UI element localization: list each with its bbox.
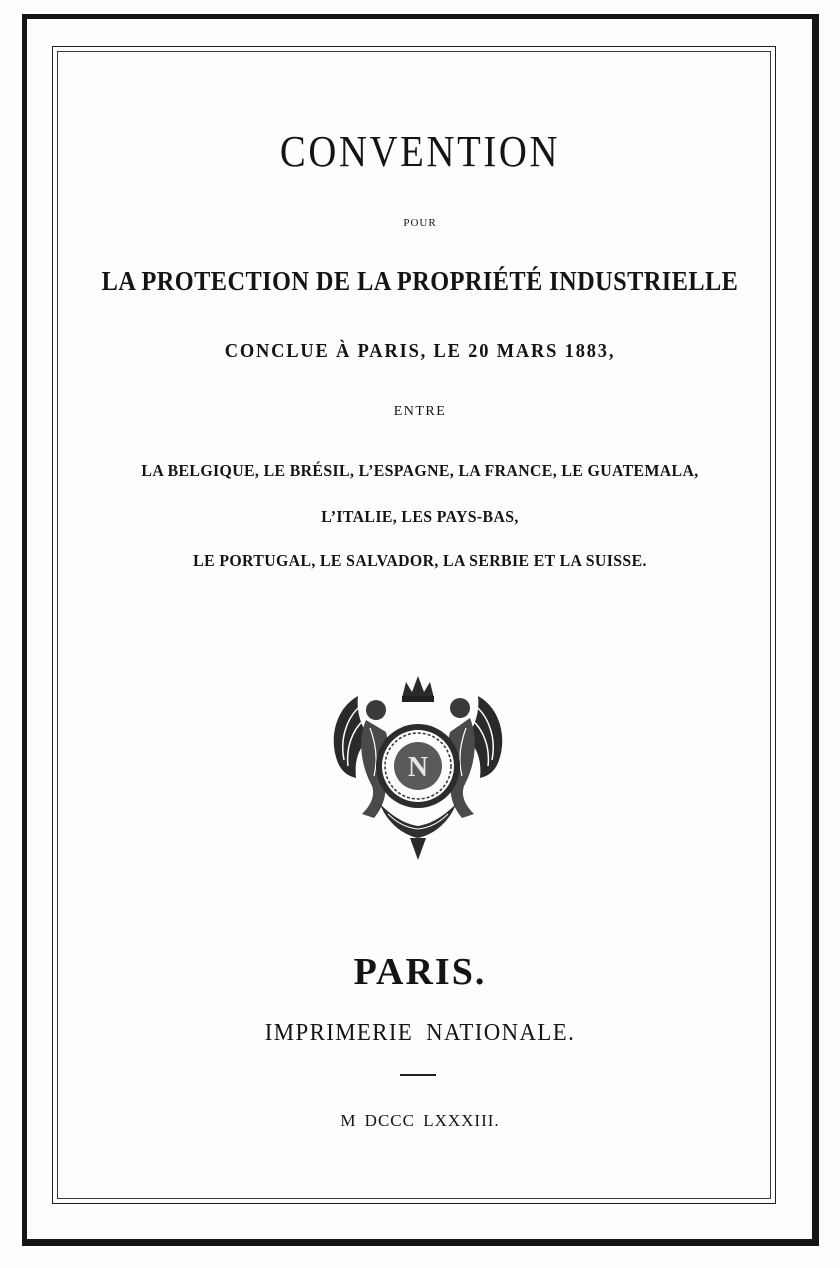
emblem-monogram: N — [407, 752, 429, 783]
country-line: LE PORTUGAL, LE SALVADOR, LA SERBIE ET LA SUISSE. — [193, 551, 647, 570]
conclusion-date: CONCLUE À PARIS, LE 20 MARS 1883, — [224, 340, 616, 362]
imprint-city: PARIS. — [353, 951, 487, 993]
pour-label: POUR — [403, 217, 437, 229]
imprint-divider — [400, 1074, 436, 1076]
imperial-printing-emblem-icon — [318, 668, 518, 868]
imprint-printer: IMPRIMERIE NATIONALE. — [264, 1020, 576, 1046]
document-title: CONVENTION — [279, 127, 561, 176]
document-subject: LA PROTECTION DE LA PROPRIÉTÉ INDUSTRIELLE — [101, 266, 739, 296]
imprint-year: M DCCC LXXXIII. — [340, 1111, 500, 1130]
country-line: L’ITALIE, LES PAYS-BAS, — [321, 507, 519, 526]
country-line: LA BELGIQUE, LE BRÉSIL, L’ESPAGNE, LA FRANCE, LE GUATEMALA, — [141, 461, 699, 480]
between-label: ENTRE — [393, 404, 447, 419]
